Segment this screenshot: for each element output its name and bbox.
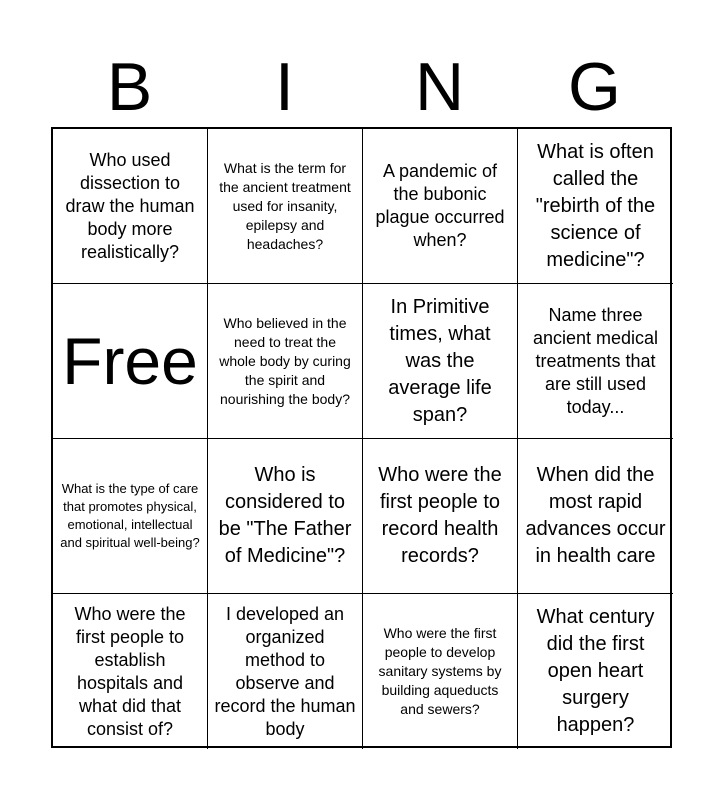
bingo-cell[interactable]: [518, 439, 673, 594]
cell-text: What is the term for the ancient treatment used for insanity, epilepsy and headaches?: [219, 159, 351, 252]
bingo-cell[interactable]: [363, 284, 518, 439]
header-letter-g: G: [568, 49, 621, 125]
bingo-cell[interactable]: [53, 594, 208, 749]
cell-text: Who were the first people to record health records?: [378, 464, 502, 567]
cell-text: When did the most rapid advances occur in health care: [525, 464, 666, 567]
header-letter-i: I: [275, 49, 294, 125]
bingo-cell[interactable]: [208, 594, 363, 749]
cell-text: What is often called the "rebirth of the science of medicine"?: [535, 140, 656, 271]
bingo-board: [51, 127, 672, 748]
cell-text: Who used dissection to draw the human body more realistically?: [65, 149, 195, 262]
bingo-cell[interactable]: [363, 594, 518, 749]
cell-text: What century did the first open heart surgery happen?: [536, 606, 655, 736]
cell-text: A pandemic of the bubonic plague occurred when?: [375, 161, 505, 250]
bingo-cell[interactable]: [518, 129, 673, 284]
cell-text: Who is considered to be "The Father of Medicine"?: [218, 464, 352, 567]
cell-text: What is the type of care that promotes physical, emotional, intellectual and spiritual well-being?: [60, 481, 200, 550]
free-space[interactable]: [53, 284, 208, 439]
cell-text: I developed an organized method to observe and record the human body: [214, 603, 356, 739]
cell-text: Who were the first people to establish hospitals and what did that consist of?: [74, 603, 186, 739]
cell-text: In Primitive times, what was the average life span?: [388, 295, 492, 426]
bingo-cell[interactable]: [53, 439, 208, 594]
bingo-cell[interactable]: [208, 129, 363, 284]
cell-text: Who were the first people to develop sanitary systems by building aqueducts and sewers?: [378, 625, 502, 717]
bingo-cell[interactable]: [53, 129, 208, 284]
free-space-label: Free: [62, 324, 198, 398]
header-letter-n: N: [414, 49, 465, 125]
bingo-cell[interactable]: [208, 284, 363, 439]
bingo-cell[interactable]: [363, 439, 518, 594]
bingo-cell[interactable]: [208, 439, 363, 594]
cell-text: Who believed in the need to treat the whole body by curing the spirit and nourishing the body?: [219, 314, 351, 407]
bingo-cell[interactable]: [518, 284, 673, 439]
bingo-header: [52, 50, 672, 124]
cell-text: Name three ancient medical treatments that are still used today...: [532, 304, 659, 417]
bingo-cell[interactable]: [363, 129, 518, 284]
header-letter-b: B: [106, 49, 153, 125]
bingo-cell[interactable]: [518, 594, 673, 749]
